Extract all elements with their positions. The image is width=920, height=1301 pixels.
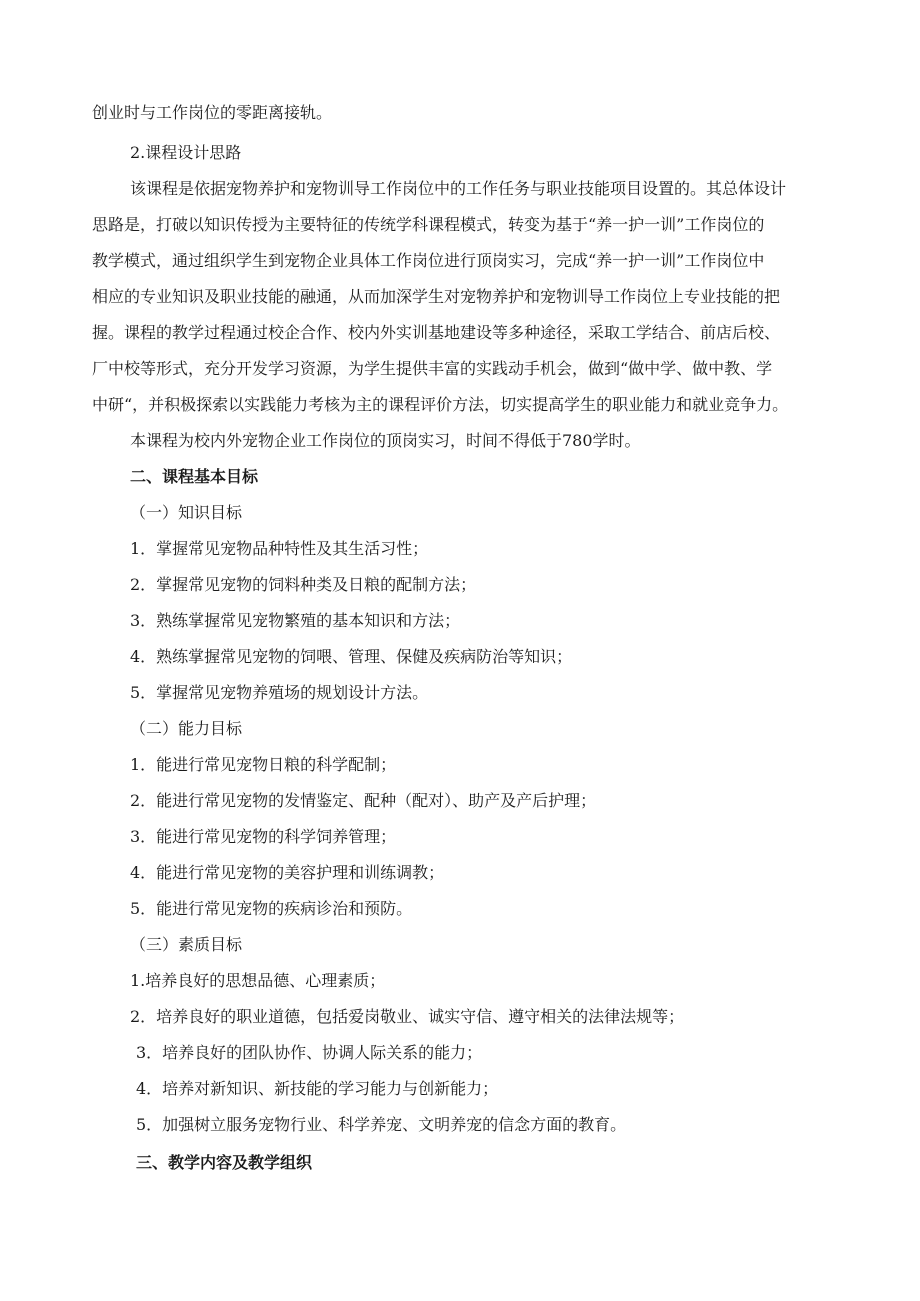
subsection-heading-ability: （二）能力目标 bbox=[130, 719, 243, 738]
section-heading-teaching-content: 三、教学内容及教学组织 bbox=[136, 1153, 313, 1172]
list-item: 5．能进行常见宠物的疾病诊治和预防。 bbox=[130, 899, 413, 918]
subsection-heading-quality: （三）素质目标 bbox=[130, 935, 243, 954]
list-item: 5．掌握常见宠物养殖场的规划设计方法。 bbox=[130, 683, 429, 702]
paragraph-line: 厂中校等形式，充分开发学习资源，为学生提供丰富的实践动手机会，做到“做中学、做中教、学 bbox=[92, 359, 773, 378]
list-item: 2．培养良好的职业道德，包括爱岗敬业、诚实守信、遵守相关的法律法规等； bbox=[130, 1007, 685, 1026]
paragraph-line: 该课程是依据宠物养护和宠物训导工作岗位中的工作任务与职业技能项目设置的。其总体设计 bbox=[130, 179, 787, 198]
list-item: 3．能进行常见宠物的科学饲养管理； bbox=[130, 827, 397, 846]
list-item: 1．掌握常见宠物品种特性及其生活习性； bbox=[130, 539, 429, 558]
list-item: 2．能进行常见宠物的发情鉴定、配种（配对）、助产及产后护理； bbox=[130, 791, 597, 810]
section-heading-course-design: 2.课程设计思路 bbox=[130, 143, 242, 162]
list-item: 5．加强树立服务宠物行业、科学养宠、文明养宠的信念方面的教育。 bbox=[136, 1115, 627, 1134]
paragraph-line: 相应的专业知识及职业技能的融通，从而加深学生对宠物养护和宠物训导工作岗位上专业技能的把 bbox=[92, 287, 781, 306]
list-item: 3．培养良好的团队协作、协调人际关系的能力； bbox=[136, 1043, 483, 1062]
paragraph-line: 思路是，打破以知识传授为主要特征的传统学科课程模式，转变为基于“养一护一训”工作岗位的 bbox=[92, 215, 765, 234]
list-item: 1．能进行常见宠物日粮的科学配制； bbox=[130, 755, 397, 774]
paragraph-line: 创业时与工作岗位的零距离接轨。 bbox=[92, 103, 333, 122]
list-item: 4．能进行常见宠物的美容护理和训练调教； bbox=[130, 863, 445, 882]
paragraph-line: 握。课程的教学过程通过校企合作、校内外实训基地建设等多种途径，采取工学结合、前店后校、 bbox=[92, 323, 781, 342]
list-item: 3．熟练掌握常见宠物繁殖的基本知识和方法； bbox=[130, 611, 461, 630]
section-heading-course-goals: 二、课程基本目标 bbox=[130, 467, 259, 486]
list-item: 1.培养良好的思想品德、心理素质； bbox=[130, 971, 386, 990]
paragraph-line: 本课程为校内外宠物企业工作岗位的顶岗实习，时间不得低于780学时。 bbox=[130, 431, 641, 450]
paragraph-line: 中研“，并积极探索以实践能力考核为主的课程评价方法，切实提高学生的职业能力和就业竞争力。 bbox=[92, 395, 789, 414]
list-item: 2．掌握常见宠物的饲料种类及日粮的配制方法； bbox=[130, 575, 477, 594]
list-item: 4．熟练掌握常见宠物的饲喂、管理、保健及疾病防治等知识； bbox=[130, 647, 573, 666]
paragraph-line: 教学模式，通过组织学生到宠物企业具体工作岗位进行顶岗实习，完成“养一护一训”工作岗位中 bbox=[92, 251, 765, 270]
subsection-heading-knowledge: （一）知识目标 bbox=[130, 503, 243, 522]
list-item: 4．培养对新知识、新技能的学习能力与创新能力； bbox=[136, 1079, 499, 1098]
